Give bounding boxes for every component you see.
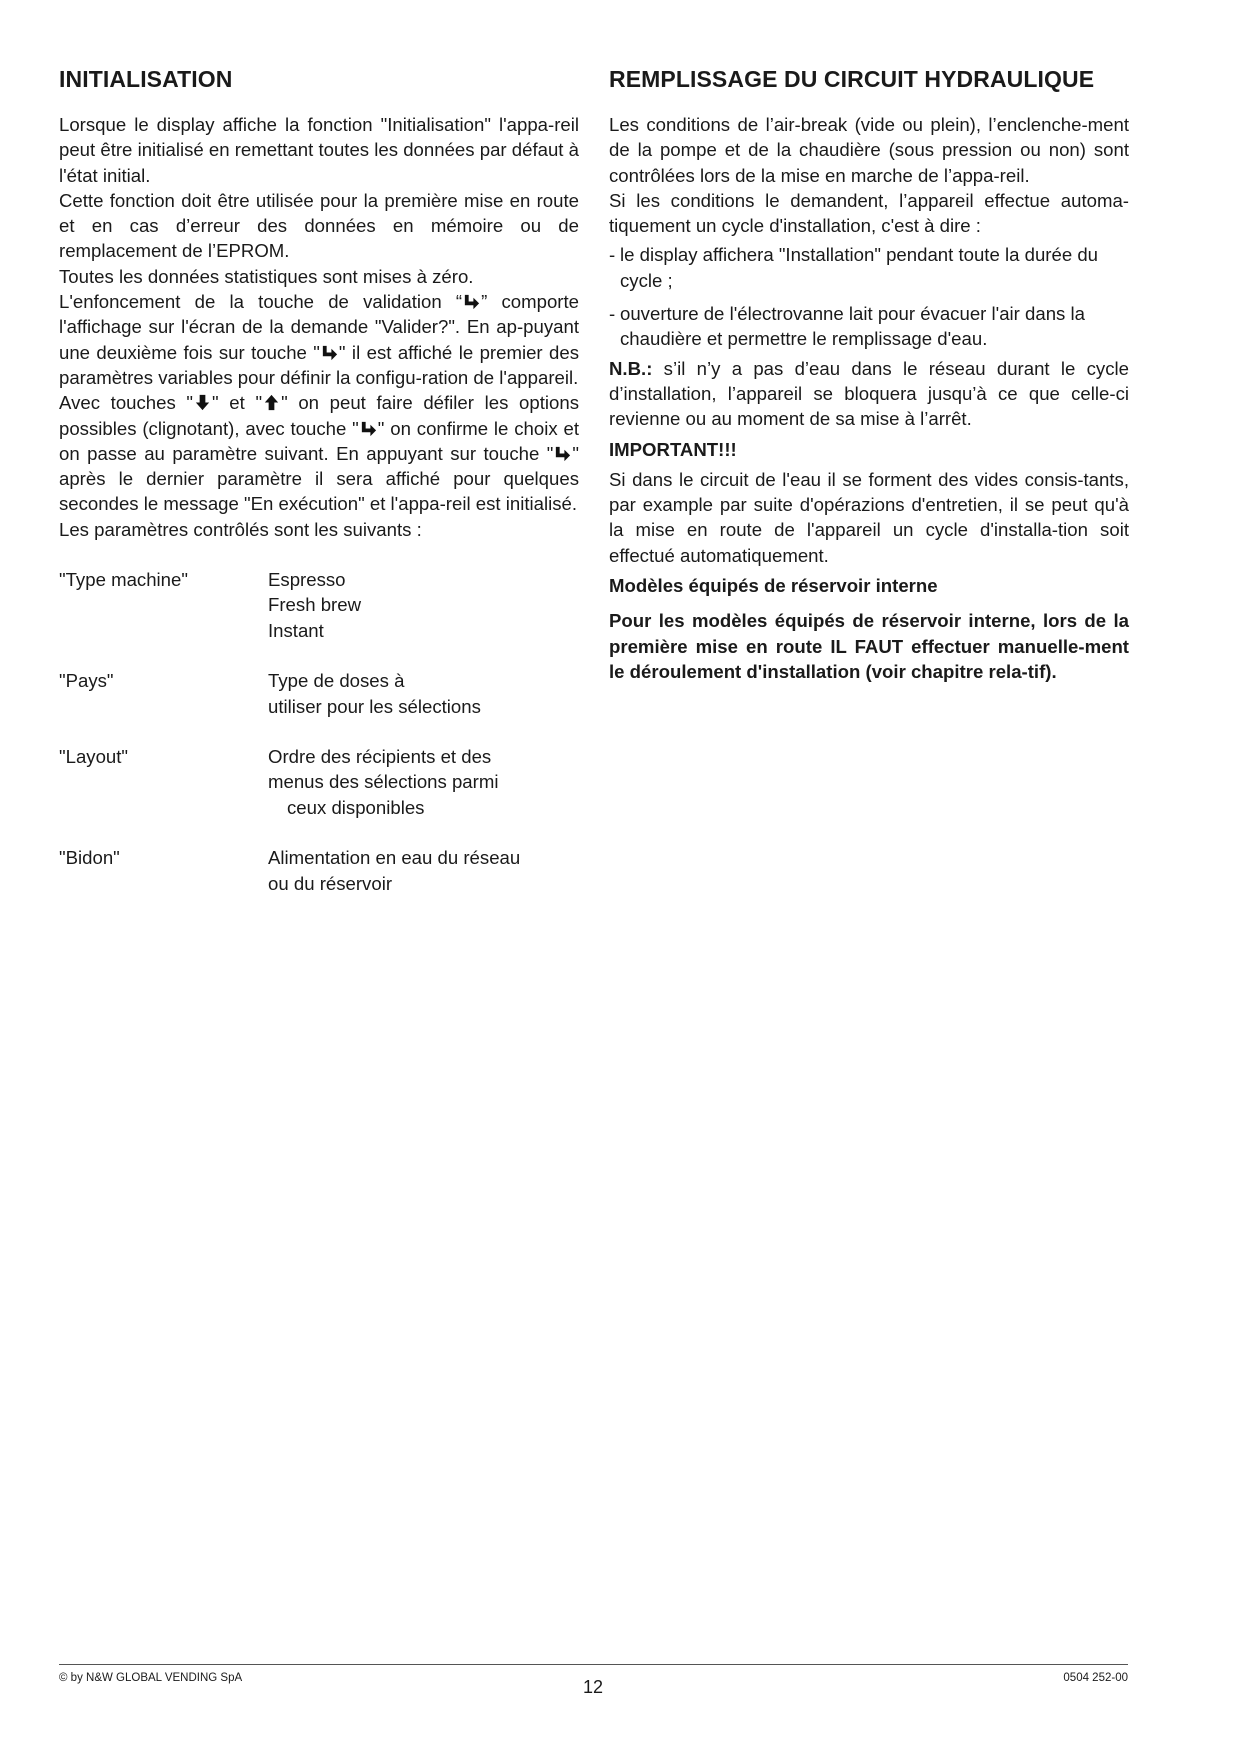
paragraph: Cette fonction doit être utilisée pour la première mise en route et en cas d’erreur des données en mémoire ou de remplacement de l’EPROM. [59, 189, 579, 262]
nb-label: N.B.: [609, 357, 653, 379]
paragraph: Lorsque le display affiche la fonction "Initialisation" l'appa-reil peut être initialisé en remettant toutes les données par défaut à l'état initial. [59, 114, 579, 186]
right-column [609, 66, 1129, 684]
parameter-value: ou du réservoir [268, 872, 393, 894]
list-item-text: ouverture de l'électrovanne lait pour évacuer l'air dans la chaudière et permettre le remplissage d'eau. [620, 303, 1085, 350]
paragraph-validation [59, 289, 579, 390]
parameter-value: Ordre des récipients et des [268, 746, 492, 768]
enter-key-icon [462, 292, 481, 311]
footer-divider [59, 1664, 1128, 1665]
parameter-value: Type de doses à [268, 670, 405, 692]
parameter-name: "Layout" [59, 746, 129, 768]
bullet-dash: - [609, 244, 616, 266]
enter-key-icon [320, 343, 339, 362]
text: " on peut faire défiler les options possibles (clignotant), avec touche " [59, 392, 579, 439]
parameter-values [268, 567, 361, 643]
page-number: 12 [583, 1677, 604, 1697]
parameter-name: "Type machine" [59, 569, 188, 591]
left-column [59, 66, 579, 921]
parameter-value: utiliser pour les sélections [268, 695, 481, 717]
list-item-text: le display affichera "Installation" pendant toute la durée du cycle ; [620, 244, 1099, 291]
paragraph: Si dans le circuit de l'eau il se forment des vides consis-tants, par example par suite d'opérazions d'entretien, il se peut qu'à la mise en route de l'appareil un cycle d'installa-tion soit effectué automatiquement. [609, 468, 1129, 566]
text: " et " [212, 392, 263, 414]
parameter-row [59, 567, 579, 643]
text: ” comporte l'affichage sur l'écran de la demande "Valider?". En ap-puyant une deuxième fois sur touche " [59, 291, 579, 363]
parameter-values [268, 744, 498, 820]
enter-key-icon [553, 444, 572, 463]
document-code: 0504 252-00 [1063, 1672, 1128, 1684]
up-arrow-key-icon [262, 393, 281, 412]
parameters-table [59, 567, 579, 896]
paragraph-navigation [59, 390, 579, 516]
paragraph: Toutes les données statistiques sont mises à zéro. [59, 265, 474, 287]
parameter-value: Instant [268, 619, 324, 641]
parameter-value: Espresso [268, 569, 346, 591]
parameter-name: "Pays" [59, 670, 114, 692]
paragraph: Les paramètres contrôlés sont les suivants : [59, 518, 422, 540]
parameter-row [59, 668, 579, 719]
important-label: IMPORTANT!!! [609, 438, 737, 460]
subheading: Modèles équipés de réservoir interne [609, 575, 938, 597]
parameter-values [268, 845, 520, 896]
paragraph: Les conditions de l’air-break (vide ou plein), l’enclenche-ment de la pompe et de la chaudière (sous pression ou non) sont contrôlées lors de la mise en marche de l’appa-reil. [609, 114, 1129, 186]
nb-paragraph [609, 356, 1129, 432]
parameter-row [59, 744, 579, 820]
bullet-dash: - [609, 303, 616, 325]
text: L'enfoncement de la touche de validation “ [59, 291, 463, 313]
nb-text: s’il n’y a pas d’eau dans le réseau durant le cycle d’installation, l’appareil se bloquera jusqu’à ce que celle-ci revienne ou au moment de sa mise à l’arrêt. [609, 357, 1129, 430]
text: " on confirme le choix et on passe au paramètre suivant. En appuyant sur touche " [59, 417, 580, 464]
list-item [609, 242, 1129, 293]
down-arrow-key-icon [193, 393, 212, 412]
parameter-value: Fresh brew [268, 594, 361, 616]
parameter-values [268, 668, 481, 719]
initialisation-heading: INITIALISATION [59, 66, 233, 92]
bold-paragraph: Pour les modèles équipés de réservoir interne, lors de la première mise en route IL FAUT effectuer manuelle-ment le déroulement d'installation (voir chapitre rela-tif). [609, 610, 1129, 682]
text: Avec touches " [59, 392, 194, 414]
paragraph: Si les conditions le demandent, l’appareil effectue automa-tiquement un cycle d'installation, c'est à dire : [609, 189, 1129, 237]
text: " il est affiché le premier des paramètres variables pour définir la configu-ration de l'appareil. [59, 341, 579, 388]
text: " après le dernier paramètre il sera affiché pour quelques secondes le message "En exécution" et l'appa-reil est initialisé. [59, 442, 579, 515]
parameter-value: Alimentation en eau du réseau [268, 847, 521, 869]
parameter-value: menus des sélections parmi [268, 771, 499, 793]
remplissage-heading: REMPLISSAGE DU CIRCUIT HYDRAULIQUE [609, 66, 1095, 92]
parameter-row [59, 845, 579, 896]
parameter-name: "Bidon" [59, 847, 120, 869]
footer-copyright: © by N&W GLOBAL VENDING SpA [59, 1672, 243, 1684]
enter-key-icon [359, 419, 378, 438]
list-item [609, 301, 1129, 352]
parameter-value: ceux disponibles [287, 796, 425, 818]
